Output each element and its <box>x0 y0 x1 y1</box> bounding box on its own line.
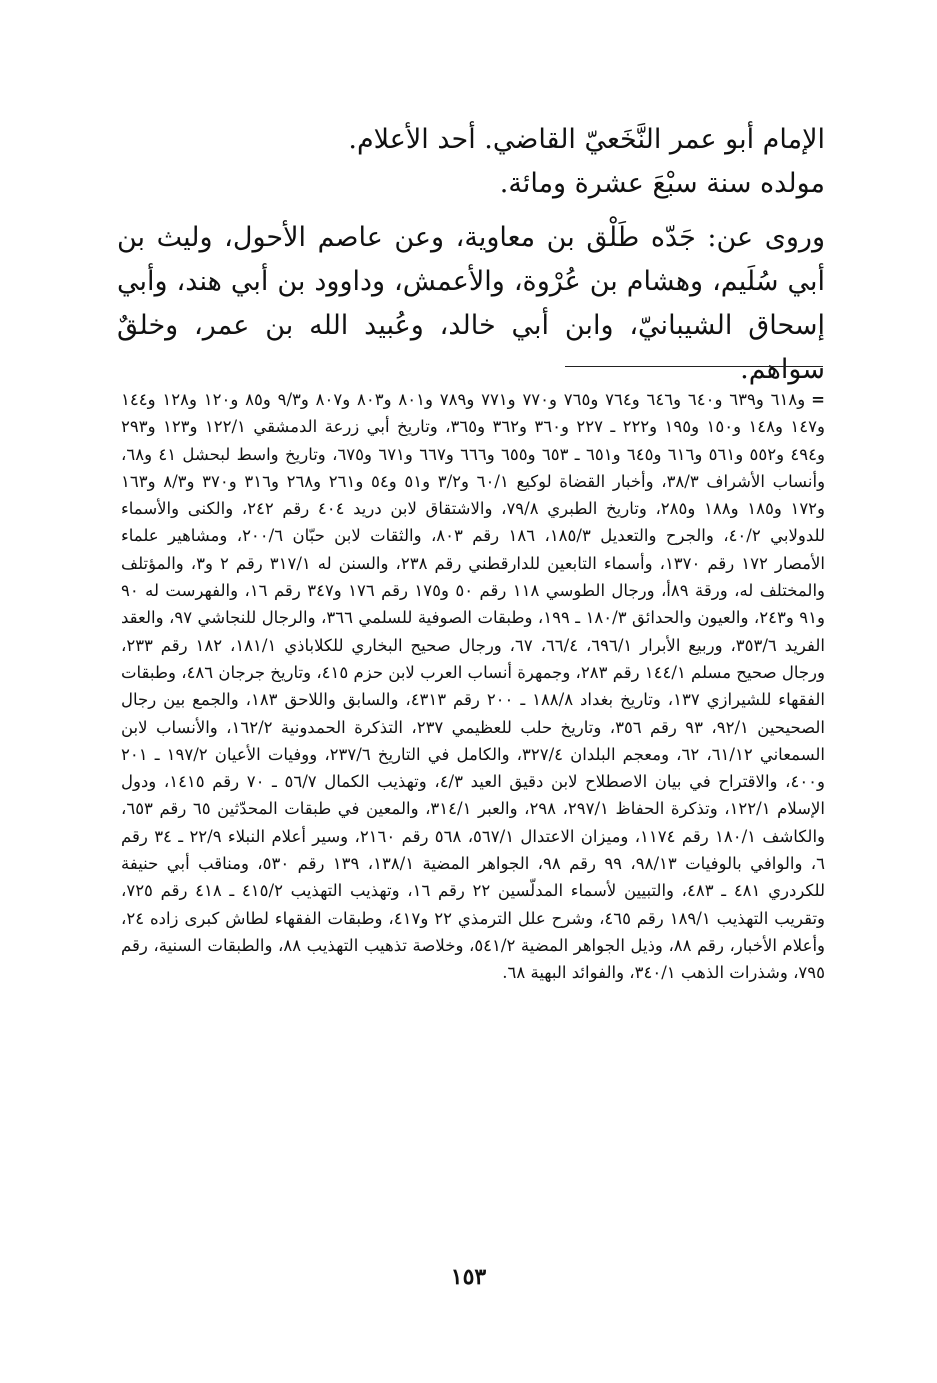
intro-line-2: مولده سنة سبْعَ عشرة ومائة. <box>499 168 825 199</box>
narrators-paragraph: وروى عن: جَدّه طَلْق بن معاوية، وعن عاصم الأحول، وليث بن أبي سُلَيم، وهشام بن عُرْوة، والأعمش، وداوود بن أبي هند، وأبي إسحاق الشيبانيّ، وابن أبي خالد، وعُبيد الله بن عمر، وخلقٌ سواهم. <box>117 222 825 385</box>
footnote-continuation-marker: = <box>811 390 825 409</box>
biography-intro <box>117 118 825 206</box>
intro-line-1: الإمام أبو عمر النَّخَعيّ القاضي. أحد الأعلام. <box>348 124 825 155</box>
footnote-divider <box>565 366 823 367</box>
footnote <box>121 386 825 987</box>
page-number: ١٥٣ <box>450 1264 487 1290</box>
biography-body <box>117 118 825 392</box>
footnote-text: و٦١٨ و٦٣٩ و٦٤٠ و٦٤٦ و٧٦٤ و٧٦٥ و٧٧٠ و٧٧١ و٧٨٩ و٨٠١ و٨٠٣ و٨٠٧ و٩/٣ و٨٥ و١٢٠ و١٢٨ و١٤٤ و١٤٧ و١٤٨ و١٥٠ و١٩٥ و٢٢٢ ـ ٢٢٧ و٣٦٠ و٣٦٢ و٣٦٥، وتاريخ أبي زرعة الدمشقي ١٢٢/١ و١٢٣ و٢٩٣ و٤٩٤ و٥٥٢ و٥٦١ و٦١٦ و٦٤٥ و٦٥١ ـ ٦٥٣ و٦٥٥ و٦٦٦ و٦٦٧ و٦٧١ و٦٧٥، وتاريخ واسط لبحشل ٤١ و٦٨، وأنساب الأشراف ٣٨/٣، وأخبار القضاة لوكيع ٦٠/١ و٣/٢ و٥١ و٥٤ و٢٦١ و٢٦٨ و٣١٦ و٣٧٠ و٨/٣ و١٦٣ و١٧٢ و١٨٥ و١٨٨ و٢٨٥، وتاريخ الطبري ٧٩/٨، والاشتقاق لابن دريد ٤٠٤ رقم ٢٤٢، والكنى والأسماء للدولابي ٤٠/٢، والجرح والتعديل ١٨٥/٣، ١٨٦ رقم ٨٠٣، والثقات لابن حبّان ٢٠٠/٦، ومشاهير علماء الأمصار ١٧٢ رقم ١٣٧٠، وأسماء التابعين للدارقطني رقم ٢٣٨، والسنن له ٣١٧/١ رقم ٢ و٣، والمؤتلف والمختلف له، ورقة ٨٩أ، ورجال الطوسي ١١٨ رقم ٥٠ و١٧٥ رقم ١٧٦ و٣٤٧ رقم ١٦، والفهرست له ٩٠ و٩١ و٢٤٣، والعيون والحدائق ١٨٠/٣ ـ ١٩٩، وطبقات الصوفية للسلمي ٣٦٦، والرجال للنجاشي ٩٧، والعقد الفريد ٣٥٣/٦، وربيع الأبرار ٦٩٦/١، ٦٦/٤، ٦٧، ورجال صحيح البخاري للكلاباذي ١٨١/١، ١٨٢ رقم ٢٣٣، ورجال صحيح مسلم ١٤٤/١ رقم ٢٨٣، وجمهرة أنساب العرب لابن حزم ٤١٥، وتاريخ جرجان ٤٨٦، وطبقات الفقهاء للشيرازي ١٣٧، وتاريخ بغداد ١٨٨/٨ ـ ٢٠٠ رقم ٤٣١٣، والسابق واللاحق ١٨٣، والجمع بين رجال الصحيحين ٩٢/١، ٩٣ رقم ٣٥٦، وتاريخ حلب للعظيمي ٢٣٧، التذكرة الحمدونية ١٦٢/٢، والأنساب لابن السمعاني ٦١/١٢، ٦٢، ومعجم البلدان ٣٢٧/٤، والكامل في التاريخ ٢٣٧/٦، ووفيات الأعيان ١٩٧/٢ ـ ٢٠١ و٤٠٠، والاقتراح في بيان الاصطلاح لابن دقيق العيد ٤/٣، وتهذيب الكمال ٥٦/٧ ـ ٧٠ رقم ١٤١٥، ودول الإسلام ١٢٢/١، وتذكرة الحفاظ ٢٩٧/١، ٢٩٨، والعبر ٣١٤/١، والمعين في طبقات المحدّثين ٦٥ رقم ٦٥٣، والكاشف ١٨٠/١ رقم ١١٧٤، وميزان الاعتدال ٥٦٧/١، ٥٦٨ رقم ٢١٦٠، وسير أعلام النبلاء ٢٢/٩ ـ ٣٤ رقم ٦، والوافي بالوفيات ٩٨/١٣، ٩٩ رقم ٩٨، الجواهر المضية ١٣٨/١، ١٣٩ رقم ٥٣٠، ومناقب أبي حنيفة للكردري ٤٨١ ـ ٤٨٣، والتبيين لأسماء المدلّسين ٢٢ رقم ١٦، وتهذيب التهذيب ٤١٥/٢ ـ ٤١٨ رقم ٧٢٥، وتقريب التهذيب ١٨٩/١ رقم ٤٦٥، وشرح علل الترمذي ٢٢ و٤١٧، وطبقات الفقهاء لطاش كبرى زاده ٢٤، وأعلام الأخبار، رقم ٨٨، وذيل الجواهر المضية ٥٤١/٢، وخلاصة تذهيب التهذيب ٨٨، والطبقات السنية، رقم ٧٩٥، وشذرات الذهب ٣٤٠/١، والفوائد البهية ٦٨. <box>121 390 826 983</box>
